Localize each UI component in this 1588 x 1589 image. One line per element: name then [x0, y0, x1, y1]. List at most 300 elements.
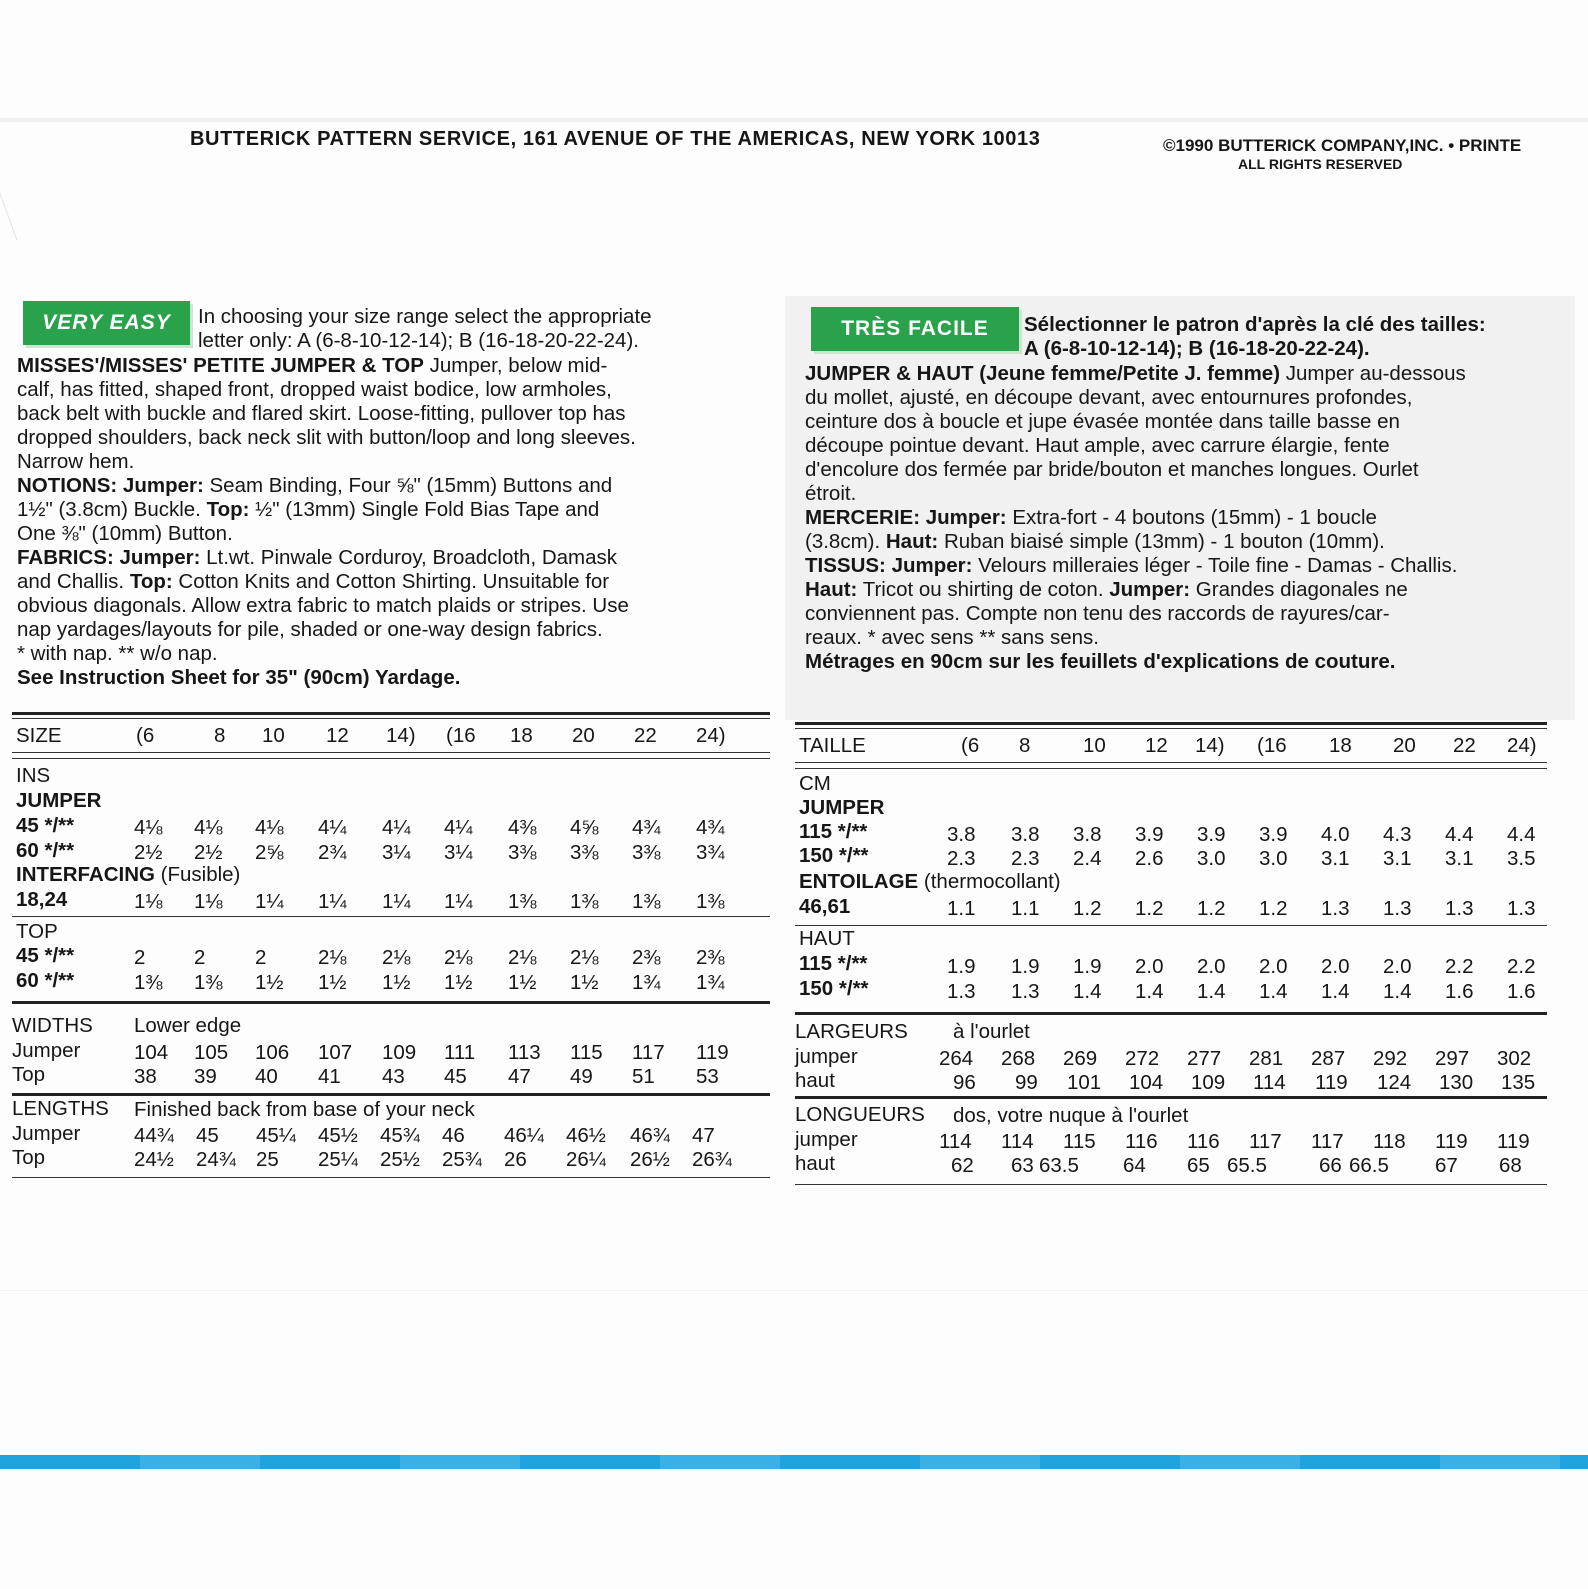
row-label: Jumper	[12, 1039, 81, 1062]
description-text: d'encolure dos fermée par bride/bouton et manches longues. Ourlet	[805, 458, 1419, 481]
yardage-value: 3.8	[1011, 823, 1040, 846]
haut-label: HAUT	[799, 927, 855, 950]
yardage-value: 1¾	[632, 971, 661, 994]
description-text: Narrow hem.	[17, 450, 135, 473]
yardage-value: 3.0	[1197, 847, 1226, 870]
length-value: 65.5	[1227, 1154, 1267, 1177]
width-value: 109	[1191, 1071, 1226, 1094]
yardage-value: 4.0	[1321, 823, 1350, 846]
yardage-value: 1.9	[1073, 955, 1102, 978]
width-value: 43	[382, 1065, 405, 1088]
tissus-label: TISSUS:	[805, 554, 886, 577]
yardage-value: 2.3	[1011, 847, 1040, 870]
yardage-value: 1.3	[1445, 897, 1474, 920]
yardage-value: 1.4	[1383, 980, 1412, 1003]
yardage-value: 3⅜	[570, 841, 599, 864]
yardage-value: 1.4	[1321, 980, 1350, 1003]
yardage-value: 2	[255, 946, 267, 969]
width-value: 130	[1439, 1071, 1474, 1094]
yardage-value: 3.1	[1321, 847, 1350, 870]
notions-text: ½" (13mm) Single Fold Bias Tape and	[249, 498, 600, 521]
yardage-value: 3.0	[1259, 847, 1288, 870]
size-range-instructions-fr	[1024, 313, 1564, 361]
lead-line: A (6-8-10-12-14); B (16-18-20-22-24).	[1024, 337, 1370, 360]
width-value: 281	[1249, 1047, 1284, 1070]
size-header: (6	[961, 734, 980, 757]
length-value: 26	[504, 1148, 527, 1171]
mercerie-text: Ruban biaisé simple (13mm) - 1 bouton (10mm).	[938, 530, 1385, 553]
fabrics-text: * with nap. ** w/o nap.	[17, 642, 218, 665]
yardage-value: 1⅜	[194, 971, 223, 994]
description-text: calf, has fitted, shaped front, dropped waist bodice, low armholes,	[17, 378, 612, 401]
yardage-value: 3.8	[947, 823, 976, 846]
description-text: dropped shoulders, back neck slit with button/loop and long sleeves.	[17, 426, 636, 449]
yardage-value: 1.1	[947, 897, 976, 920]
row-label: Top	[12, 1063, 46, 1086]
lengths-note: Finished back from base of your neck	[134, 1098, 475, 1121]
row-label: jumper	[795, 1128, 858, 1151]
width-value: 119	[696, 1041, 729, 1064]
yardage-value: 1⅜	[134, 971, 163, 994]
yardage-value: 1¼	[382, 890, 411, 913]
row-label: haut	[795, 1152, 835, 1175]
size-header: 12	[1145, 734, 1168, 757]
pattern-title: MISSES'/MISSES' PETITE JUMPER & TOP	[17, 354, 424, 377]
yardage-value: 2	[194, 946, 206, 969]
width-value: 41	[318, 1065, 341, 1088]
description-text: découpe pointue devant. Haut ample, avec carrure élargie, fente	[805, 434, 1390, 457]
length-value: 26½	[630, 1148, 670, 1171]
length-value: 68	[1499, 1154, 1522, 1177]
yardage-value: 3.8	[1073, 823, 1102, 846]
length-value: 46½	[566, 1124, 606, 1147]
width-value: 96	[953, 1071, 976, 1094]
table-rule	[795, 762, 1547, 763]
yardage-value: 1⅛	[194, 890, 223, 913]
yardage-value: 1½	[382, 971, 411, 994]
yardage-value: 1⅜	[570, 890, 599, 913]
description-text: étroit.	[805, 482, 857, 505]
length-value: 62	[951, 1154, 974, 1177]
length-value: 66	[1319, 1154, 1342, 1177]
interfacing-label-text: INTERFACING	[16, 863, 155, 886]
length-value: 119	[1435, 1130, 1468, 1153]
length-value: 63.5	[1039, 1154, 1079, 1177]
width-value: 124	[1377, 1071, 1412, 1094]
size-header: (16	[1257, 734, 1287, 757]
fabric-width-label: 150 */**	[799, 844, 869, 867]
description-text: ceinture dos à boucle et jupe évasée montée dans taille basse en	[805, 410, 1400, 433]
yardage-value: 1½	[570, 971, 599, 994]
fabrics-text: Lt.wt. Pinwale Corduroy, Broadcloth, Damask	[200, 546, 618, 569]
widths-label: WIDTHS	[12, 1014, 93, 1037]
length-value: 46¼	[504, 1124, 544, 1147]
yardage-value: 2.0	[1321, 955, 1350, 978]
width-value: 39	[194, 1065, 217, 1088]
width-value: 49	[570, 1065, 593, 1088]
table-rule	[12, 1001, 770, 1004]
width-value: 292	[1373, 1047, 1408, 1070]
tissus-jumper-label: Jumper:	[891, 554, 973, 577]
yardage-value: 1.1	[1011, 897, 1040, 920]
yardage-value: 2	[134, 946, 146, 969]
length-value: 66.5	[1349, 1154, 1389, 1177]
yardage-value: 4¼	[444, 816, 473, 839]
yardage-value: 2.0	[1259, 955, 1288, 978]
length-value: 45¾	[380, 1124, 420, 1147]
top-label: TOP	[16, 920, 58, 943]
length-value: 116	[1125, 1130, 1158, 1153]
length-value: 63	[1011, 1154, 1034, 1177]
tres-facile-badge: TRÈS FACILE	[811, 307, 1019, 351]
entoilage-type: (thermocollant)	[918, 870, 1061, 893]
table-rule	[12, 916, 770, 917]
interfacing-type: (Fusible)	[154, 863, 241, 886]
fabric-width-label: 46,61	[799, 895, 851, 918]
tissus-text: reaux. * avec sens ** sans sens.	[805, 626, 1099, 649]
notions-text: 1½" (3.8cm) Buckle.	[17, 498, 207, 521]
interfacing-label	[16, 863, 240, 887]
metrages-note: Métrages en 90cm sur les feuillets d'explications de couture.	[805, 650, 1396, 673]
length-value: 25¾	[442, 1148, 482, 1171]
width-value: 277	[1187, 1047, 1222, 1070]
yardage-value: 1¼	[255, 890, 284, 913]
mercerie-label: MERCERIE:	[805, 506, 921, 529]
length-value: 45¼	[256, 1124, 296, 1147]
table-rule	[795, 728, 1547, 729]
yardage-value: 2½	[134, 841, 163, 864]
length-value: 24½	[134, 1148, 174, 1171]
lead-line: Sélectionner le patron d'après la clé des tailles:	[1024, 313, 1486, 336]
table-rule	[795, 768, 1547, 769]
width-value: 109	[382, 1041, 417, 1064]
yardage-value: 1¼	[444, 890, 473, 913]
description-text: back belt with buckle and flared skirt. Loose-fitting, pullover top has	[17, 402, 626, 425]
tissus-text: conviennent pas. Compte non tenu des raccords de rayures/car-	[805, 602, 1390, 625]
table-rule	[12, 752, 770, 753]
yardage-value: 1.4	[1073, 980, 1102, 1003]
yardage-value: 4⅛	[134, 816, 163, 839]
size-header: 22	[634, 724, 657, 747]
yardage-value: 2⅛	[444, 946, 473, 969]
length-value: 46	[442, 1124, 465, 1147]
size-header: 18	[1329, 734, 1352, 757]
yardage-value: 1.4	[1259, 980, 1288, 1003]
yardage-value: 1¼	[318, 890, 347, 913]
yardage-value: 2.4	[1073, 847, 1102, 870]
jumper-label: JUMPER	[799, 796, 885, 819]
yardage-value: 2½	[194, 841, 223, 864]
size-header: 22	[1453, 734, 1476, 757]
widths-note: Lower edge	[134, 1014, 242, 1037]
width-value: 101	[1067, 1071, 1102, 1094]
table-rule	[795, 1184, 1547, 1185]
size-header: 24)	[1507, 734, 1537, 757]
length-value: 26¾	[692, 1148, 732, 1171]
yardage-value: 2⅝	[255, 841, 284, 864]
yardage-value: 3.9	[1197, 823, 1226, 846]
length-value: 119	[1497, 1130, 1530, 1153]
lead-line: letter only: A (6-8-10-12-14); B (16-18-20-22-24).	[198, 329, 639, 352]
row-label: jumper	[795, 1045, 858, 1068]
size-header: 18	[510, 724, 533, 747]
yardage-value: 1.3	[947, 980, 976, 1003]
yardage-value: 1.3	[1507, 897, 1536, 920]
yardage-value: 4⅜	[508, 816, 537, 839]
yardage-value: 1½	[444, 971, 473, 994]
length-value: 45½	[318, 1124, 358, 1147]
blue-border-band	[0, 1455, 1588, 1469]
yardage-value: 3.5	[1507, 847, 1536, 870]
size-header: 10	[1083, 734, 1106, 757]
table-rule	[12, 712, 770, 715]
fabrics-text: and Challis.	[17, 570, 130, 593]
width-value: 105	[194, 1041, 229, 1064]
fabric-width-label: 60 */**	[16, 839, 75, 862]
tissus-text: Grandes diagonales ne	[1190, 578, 1408, 601]
size-header: 8	[214, 724, 226, 747]
yardage-value: 1⅜	[632, 890, 661, 913]
row-label: Top	[12, 1146, 46, 1169]
yardage-value: 1.2	[1135, 897, 1164, 920]
width-value: 104	[134, 1041, 169, 1064]
mercerie-jumper-label: Jumper:	[925, 506, 1007, 529]
notions-text: Seam Binding, Four ⅝" (15mm) Buttons and	[203, 474, 613, 497]
yardage-value: 1.6	[1507, 980, 1536, 1003]
width-value: 269	[1063, 1047, 1098, 1070]
length-value: 117	[1311, 1130, 1344, 1153]
yardage-value: 2⅛	[318, 946, 347, 969]
yardage-value: 2⅛	[508, 946, 537, 969]
width-value: 268	[1001, 1047, 1036, 1070]
entoilage-label-text: ENTOILAGE	[799, 870, 919, 893]
table-rule	[12, 1177, 770, 1178]
yardage-value: 4¼	[318, 816, 347, 839]
width-value: 297	[1435, 1047, 1470, 1070]
width-value: 104	[1129, 1071, 1164, 1094]
length-value: 26¼	[566, 1148, 606, 1171]
yardage-value: 3⅜	[508, 841, 537, 864]
length-value: 117	[1249, 1130, 1282, 1153]
table-rule	[795, 722, 1547, 725]
yardage-value: 1½	[318, 971, 347, 994]
length-value: 44¾	[134, 1124, 174, 1147]
tissus-text: Velours milleraies léger - Toile fine - Damas - Challis.	[972, 554, 1458, 577]
yardage-value: 1¾	[696, 971, 725, 994]
length-value: 25½	[380, 1148, 420, 1171]
table-rule	[12, 1093, 770, 1096]
yardage-value: 2.0	[1135, 955, 1164, 978]
size-label: TAILLE	[799, 734, 866, 757]
length-value: 24¾	[196, 1148, 236, 1171]
size-header: 12	[326, 724, 349, 747]
yardage-value: 1.2	[1073, 897, 1102, 920]
length-value: 67	[1435, 1154, 1458, 1177]
yardage-value: 3¼	[444, 841, 473, 864]
yardage-value: 1.2	[1197, 897, 1226, 920]
width-value: 264	[939, 1047, 974, 1070]
fabric-width-label: 45 */**	[16, 944, 75, 967]
width-value: 115	[570, 1041, 603, 1064]
yardage-value: 1.4	[1197, 980, 1226, 1003]
yardage-value: 1½	[508, 971, 537, 994]
lengths-label: LENGTHS	[12, 1097, 109, 1120]
yardage-value: 3¼	[382, 841, 411, 864]
width-value: 287	[1311, 1047, 1346, 1070]
length-value: 25	[256, 1148, 279, 1171]
french-description	[805, 362, 1550, 674]
width-value: 119	[1315, 1071, 1348, 1094]
width-value: 40	[255, 1065, 278, 1088]
instruction-sheet-note: See Instruction Sheet for 35" (90cm) Yardage.	[17, 666, 461, 689]
yardage-value: 2⅜	[632, 946, 661, 969]
pattern-title-fr: JUMPER & HAUT (Jeune femme/Petite J. femme)	[805, 362, 1281, 385]
description-text: Jumper au-dessous	[1280, 362, 1466, 385]
width-value: 111	[444, 1041, 476, 1064]
units-label: INS	[16, 764, 51, 787]
size-header: 14)	[386, 724, 416, 747]
rights-reserved: ALL RIGHTS RESERVED	[1238, 156, 1403, 172]
yardage-value: 1.9	[1011, 955, 1040, 978]
yardage-value: 2⅜	[696, 946, 725, 969]
width-value: 107	[318, 1041, 353, 1064]
very-easy-badge: VERY EASY	[23, 301, 190, 345]
units-label: CM	[799, 772, 831, 795]
fabric-width-label: 18,24	[16, 888, 68, 911]
notions-jumper-label: Jumper:	[122, 474, 204, 497]
row-label: Jumper	[12, 1122, 81, 1145]
length-value: 25¼	[318, 1148, 358, 1171]
yardage-value: 3.1	[1383, 847, 1412, 870]
length-value: 118	[1373, 1130, 1406, 1153]
yardage-value: 1⅛	[134, 890, 163, 913]
yardage-value: 1⅜	[508, 890, 537, 913]
table-rule	[795, 925, 1547, 926]
width-value: 135	[1501, 1071, 1536, 1094]
fabrics-text: Cotton Knits and Cotton Shirting. Unsuitable for	[172, 570, 610, 593]
length-value: 114	[939, 1130, 972, 1153]
yardage-value: 1⅜	[696, 890, 725, 913]
length-value: 64	[1123, 1154, 1146, 1177]
fabrics-text: nap yardages/layouts for pile, shaded or one-way design fabrics.	[17, 618, 603, 641]
yardage-value: 2¾	[318, 841, 347, 864]
width-value: 47	[508, 1065, 531, 1088]
yardage-value: 4.4	[1507, 823, 1536, 846]
notions-label: NOTIONS:	[17, 474, 118, 497]
yardage-value: 1.3	[1383, 897, 1412, 920]
fold-line	[0, 118, 1588, 122]
width-value: 45	[444, 1065, 467, 1088]
size-range-instructions	[198, 305, 766, 353]
entoilage-label	[799, 870, 1061, 894]
yardage-value: 2.0	[1383, 955, 1412, 978]
fabrics-top-label: Top:	[129, 570, 173, 593]
yardage-value: 2⅛	[570, 946, 599, 969]
yardage-value: 1.3	[1011, 980, 1040, 1003]
tissus-text: Tricot ou shirting de coton.	[857, 578, 1110, 601]
table-rule	[795, 1012, 1547, 1015]
yardage-value: 1.2	[1259, 897, 1288, 920]
width-value: 51	[632, 1065, 655, 1088]
yardage-value: 4¼	[382, 816, 411, 839]
length-value: 45	[196, 1124, 219, 1147]
yardage-value: 4⅛	[255, 816, 284, 839]
mercerie-haut-label: Haut:	[885, 530, 939, 553]
length-value: 47	[692, 1124, 715, 1147]
size-header: 20	[1393, 734, 1416, 757]
largeurs-label: LARGEURS	[795, 1020, 908, 1043]
width-value: 99	[1015, 1071, 1038, 1094]
width-value: 272	[1125, 1047, 1160, 1070]
yardage-value: 2⅛	[382, 946, 411, 969]
lead-line: In choosing your size range select the appropriate	[198, 305, 652, 328]
length-value: 115	[1063, 1130, 1096, 1153]
width-value: 113	[508, 1041, 541, 1064]
yardage-value: 3⅜	[632, 841, 661, 864]
fabric-width-label: 60 */**	[16, 969, 75, 992]
yardage-value: 2.6	[1135, 847, 1164, 870]
length-value: 65	[1187, 1154, 1210, 1177]
yardage-value: 4¾	[632, 816, 661, 839]
yardage-value: 3¾	[696, 841, 725, 864]
width-value: 302	[1497, 1047, 1532, 1070]
largeurs-note: à l'ourlet	[953, 1020, 1030, 1043]
yardage-value: 2.0	[1197, 955, 1226, 978]
table-rule	[12, 758, 770, 759]
yardage-value: 3.9	[1135, 823, 1164, 846]
fabric-width-label: 115 */**	[799, 952, 868, 975]
yardage-value: 4⅝	[570, 816, 599, 839]
yardage-value: 4.3	[1383, 823, 1412, 846]
width-value: 117	[632, 1041, 665, 1064]
longueurs-note: dos, votre nuque à l'ourlet	[953, 1104, 1189, 1127]
publisher-address: BUTTERICK PATTERN SERVICE, 161 AVENUE OF THE AMERICAS, NEW YORK 10013	[190, 128, 1041, 150]
yardage-value: 1.4	[1135, 980, 1164, 1003]
yardage-value: 1.6	[1445, 980, 1474, 1003]
table-rule	[795, 1096, 1547, 1099]
yardage-value: 2.3	[947, 847, 976, 870]
width-value: 38	[134, 1065, 157, 1088]
copyright-notice: ©1990 BUTTERICK COMPANY,INC. • PRINTE	[1163, 136, 1522, 155]
yardage-value: 1.3	[1321, 897, 1350, 920]
yardage-value: 3.9	[1259, 823, 1288, 846]
fabric-width-label: 45 */**	[16, 814, 75, 837]
size-header: (6	[136, 724, 155, 747]
size-label: SIZE	[16, 724, 62, 747]
tissus-haut-label: Haut:	[805, 578, 858, 601]
row-label: haut	[795, 1069, 835, 1092]
yardage-value: 2.2	[1507, 955, 1536, 978]
mercerie-text: (3.8cm).	[805, 530, 886, 553]
tissus-jumper-label: Jumper:	[1109, 578, 1191, 601]
size-header: 24)	[696, 724, 726, 747]
description-text: du mollet, ajusté, en découpe devant, avec entournures profondes,	[805, 386, 1413, 409]
table-rule	[12, 718, 770, 719]
fabrics-label: FABRICS:	[17, 546, 114, 569]
width-value: 106	[255, 1041, 290, 1064]
size-header: 10	[262, 724, 285, 747]
yardage-value: 4.4	[1445, 823, 1474, 846]
yardage-value: 2.2	[1445, 955, 1474, 978]
longueurs-label: LONGUEURS	[795, 1103, 925, 1126]
yardage-value: 1½	[255, 971, 284, 994]
description-text: Jumper, below mid-	[423, 354, 608, 377]
fabric-width-label: 150 */**	[799, 977, 869, 1000]
yardage-value: 4¾	[696, 816, 725, 839]
fabrics-jumper-label: Jumper:	[119, 546, 201, 569]
yardage-value: 3.1	[1445, 847, 1474, 870]
fabric-width-label: 115 */**	[799, 820, 868, 843]
